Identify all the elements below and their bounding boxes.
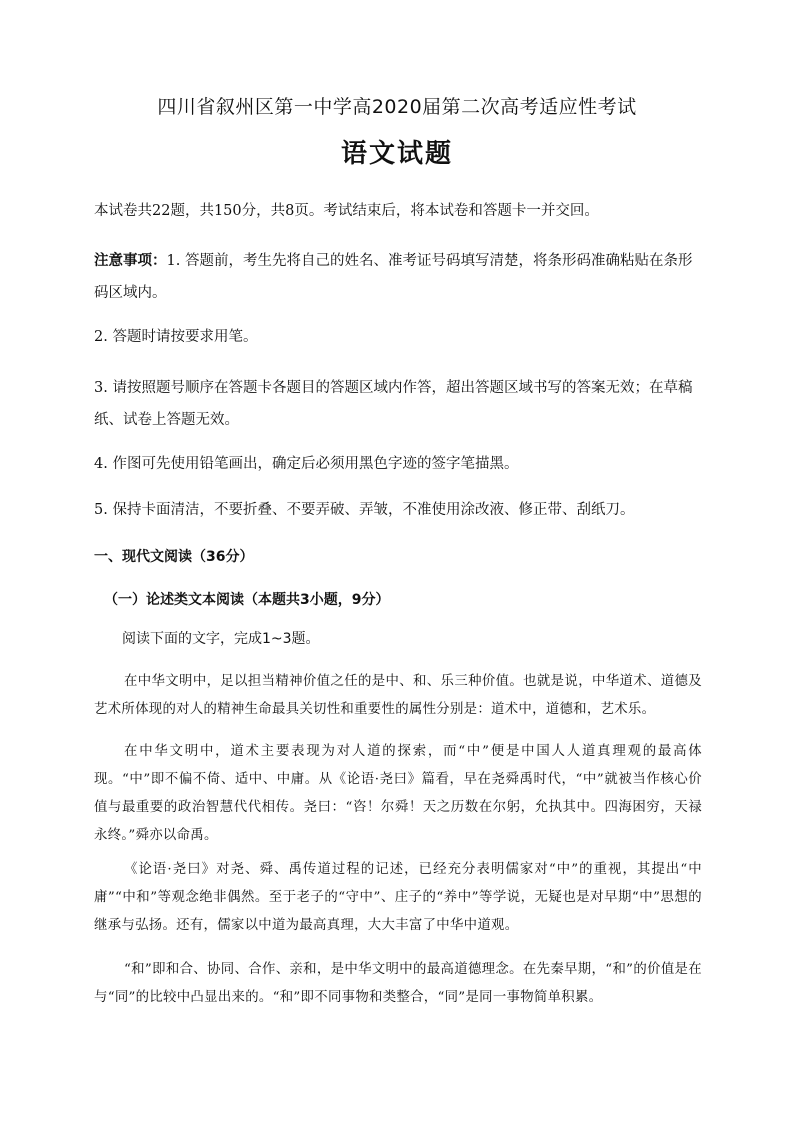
passage-paragraph-3: 《论语·尧曰》对尧、舜、禹传道过程的记述，已经充分表明儒家对“中”的重视，其提出“中庸”“中和”等观念绝非偶然。至于老子的“守中”、庄子的“养中”等学说，无疑也是对早期“中”思想的继承与弘扬。还有，儒家以中道为最高真理，大大丰富了中华中道观。 bbox=[94, 862, 702, 933]
notes-label: 注意事项： bbox=[94, 253, 167, 269]
passage-paragraph-1: 在中华文明中，足以担当精神价值之任的是中、和、乐三种价值。也就是说，中华道术、道德及艺术所体现的对人的精神生命最具关切性和重要性的属性分别是：道术中，道德和，艺术乐。 bbox=[94, 674, 702, 717]
notes-item-1-text: 1. 答题前，考生先将自己的姓名、准考证号码填写清楚，将条形码准确粘贴在条形码区域内。 bbox=[94, 253, 693, 301]
notes-item-5: 5. 保持卡面清洁，不要折叠、不要弄破、弄皱，不准使用涂改液、修正带、刮纸刀。 bbox=[94, 502, 635, 518]
passage-paragraph-4: “和”即和合、协同、合作、亲和，是中华文明中的最高道德理念。在先秦早期，“和”的价值是在与“同”的比较中凸显出来的。“和”即不同事物和类整合，“同”是同一事物简单积累。 bbox=[94, 962, 702, 1005]
notes-item-3: 3. 请按照题号顺序在答题卡各题目的答题区域内作答，超出答题区域书写的答案无效；在草稿纸、试卷上答题无效。 bbox=[94, 380, 693, 428]
school-title: 四川省叙州区第一中学高2020届第二次高考适应性考试 bbox=[157, 96, 637, 118]
passage-paragraph-2: 在中华文明中，道术主要表现为对人道的探索，而“中”便是中国人人道真理观的最高体现。“中”即不偏不倚、适中、中庸。从《论语·尧曰》篇看，早在尧舜禹时代，“中”就被当作核心价值与最重要的政治智慧代代相传。尧曰：“咨！尔舜！天之历数在尔躬，允执其中。四海困穷，天禄永终。”舜亦以命禹。 bbox=[94, 744, 702, 843]
exam-title: 语文试题 bbox=[340, 139, 453, 169]
section-heading: 一、现代文阅读（36分） bbox=[94, 549, 254, 565]
notes-item-4: 4. 作图可先使用铅笔画出，确定后必须用黑色字迹的签字笔描黑。 bbox=[94, 456, 519, 472]
reading-instruction: 阅读下面的文字，完成1~3题。 bbox=[122, 631, 320, 647]
notes-item-1 bbox=[94, 245, 704, 309]
subsection-heading: （一）论述类文本阅读（本题共3小题，9分） bbox=[104, 592, 390, 608]
intro-text: 本试卷共22题，共150分，共8页。考试结束后，将本试卷和答题卡一并交回。 bbox=[94, 203, 599, 219]
notes-item-2: 2. 答题时请按要求用笔。 bbox=[94, 329, 258, 345]
